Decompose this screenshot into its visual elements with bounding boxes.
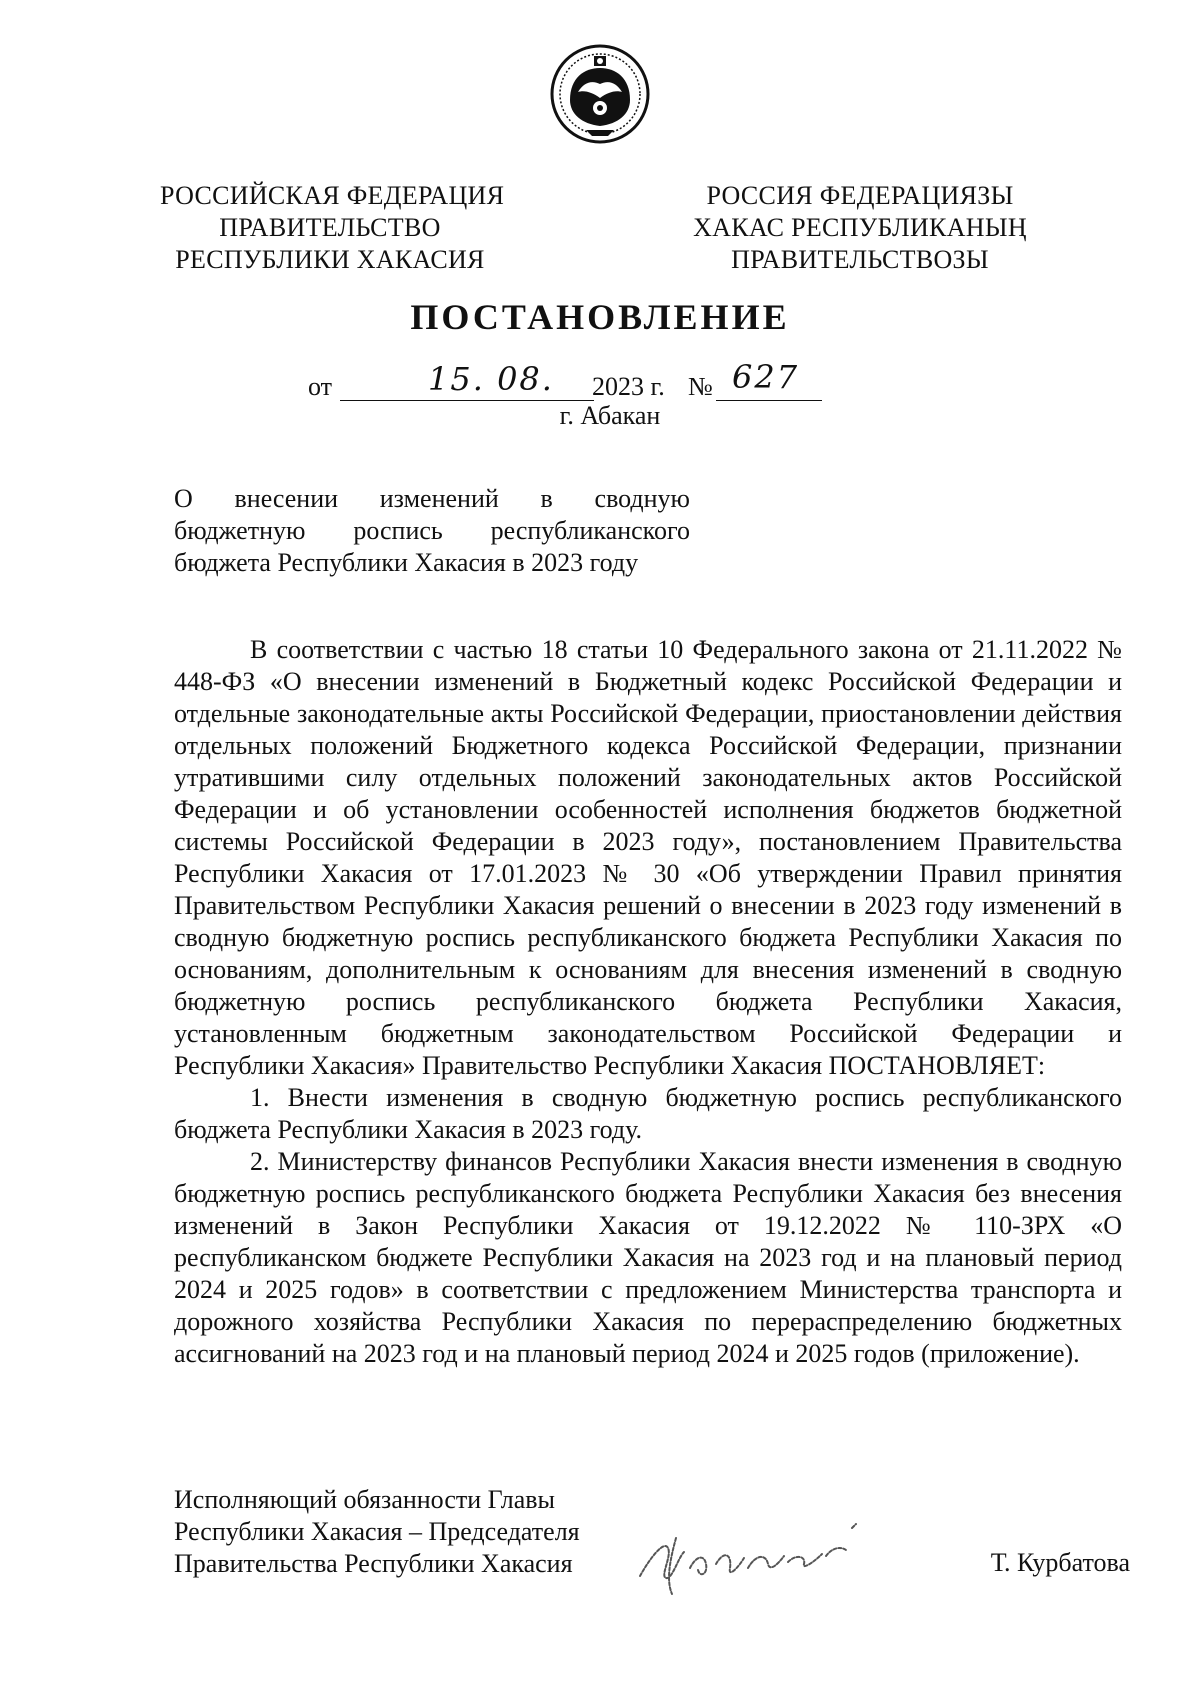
handwritten-date: 15. 08. [428,360,554,398]
number-label: № [688,372,713,401]
item-1-paragraph: 1. Внести изменения в сводную бюджетную роспись республиканского бюджета Республики Хакасия в 2023 году. [174,1083,1122,1144]
handwritten-number: 627 [732,358,800,396]
document-title: ПОСТАНОВЛЕНИЕ [410,297,790,337]
handwritten-signature [620,1498,900,1608]
from-label: от [308,372,333,401]
year-label: 2023 г. [592,372,665,401]
header-right [680,180,1040,276]
header-left-line: РОССИЙСКАЯ ФЕДЕРАЦИЯ [160,181,505,210]
header-left-line: ПРАВИТЕЛЬСТВО [219,213,441,242]
date-number-line [308,358,908,406]
subject-line: бюджета Республики Хакасия в 2023 году [174,548,639,577]
preamble-paragraph: В соответствии с частью 18 статьи 10 Федерального закона от 21.11.2022 № 448-ФЗ «О внесении изменений в Бюджетный кодекс Российской Федерации и отдельные законодательные акты Российской Федерации, приостановлении действия отдельных положений Бюджетного кодекса Российской Федерации, признании утратившими силу отдельных положений законодательных актов Российской Федерации и об установлении особенностей исполнения бюджетов бюджетной системы Российской Федерации в 2023 году», постановлением Правительства Республики Хакасия от 17.01.2023 № 30 «Об утверждении Правил принятия Правительством Республики Хакасия решений о внесении в 2023 году изменений в сводную бюджетную роспись республиканского бюджета Республики Хакасия по основаниям, дополнительным к основаниям для внесения изменений в сводную бюджетную роспись республиканского бюджета Республики Хакасия, установленным бюджетным законодательством Российской Федерации и Республики Хакасия» Правительство Республики Хакасия ПОСТАНОВЛЯЕТ: [174,635,1122,1080]
position-line: Исполняющий обязанности Главы [174,1485,555,1514]
subject-line: О внесении изменений в сводную [174,484,690,513]
subject-line: бюджетную роспись республиканского [174,516,690,545]
position-line: Республики Хакасия – Председателя [174,1517,580,1546]
signatory-position [174,1484,594,1580]
city-label: г. Абакан [559,401,661,430]
position-line: Правительства Республики Хакасия [174,1549,573,1578]
item-2-paragraph: 2. Министерству финансов Республики Хакасия внести изменения в сводную бюджетную роспись республиканского бюджета Республики Хакасия без внесения изменений в Закон Республики Хакасия от 19.12.2022 № 110-ЗРХ «О республиканском бюджете Республики Хакасия на 2023 год и на плановый период 2024 и 2025 годов» в соответствии с предложением Министерства транспорта и дорожного хозяйства Республики Хакасия по перераспределению бюджетных ассигнований на 2023 год и на плановый период 2024 и 2025 годов (приложение). [174,1147,1122,1368]
header-right-line: ХАКАС РЕСПУБЛИКАНЫҢ [693,213,1027,242]
coat-of-arms-emblem [548,42,652,146]
signer-name: Т. Курбатова [990,1548,1130,1577]
header-left-line: РЕСПУБЛИКИ ХАКАСИЯ [175,245,485,274]
header-right-line: РОССИЯ ФЕДЕРАЦИЯЗЫ [706,181,1014,210]
header-right-line: ПРАВИТЕЛЬСТВОЗЫ [731,245,989,274]
subject-block [174,483,690,579]
body-text [174,634,1122,1370]
header-left [160,180,505,276]
